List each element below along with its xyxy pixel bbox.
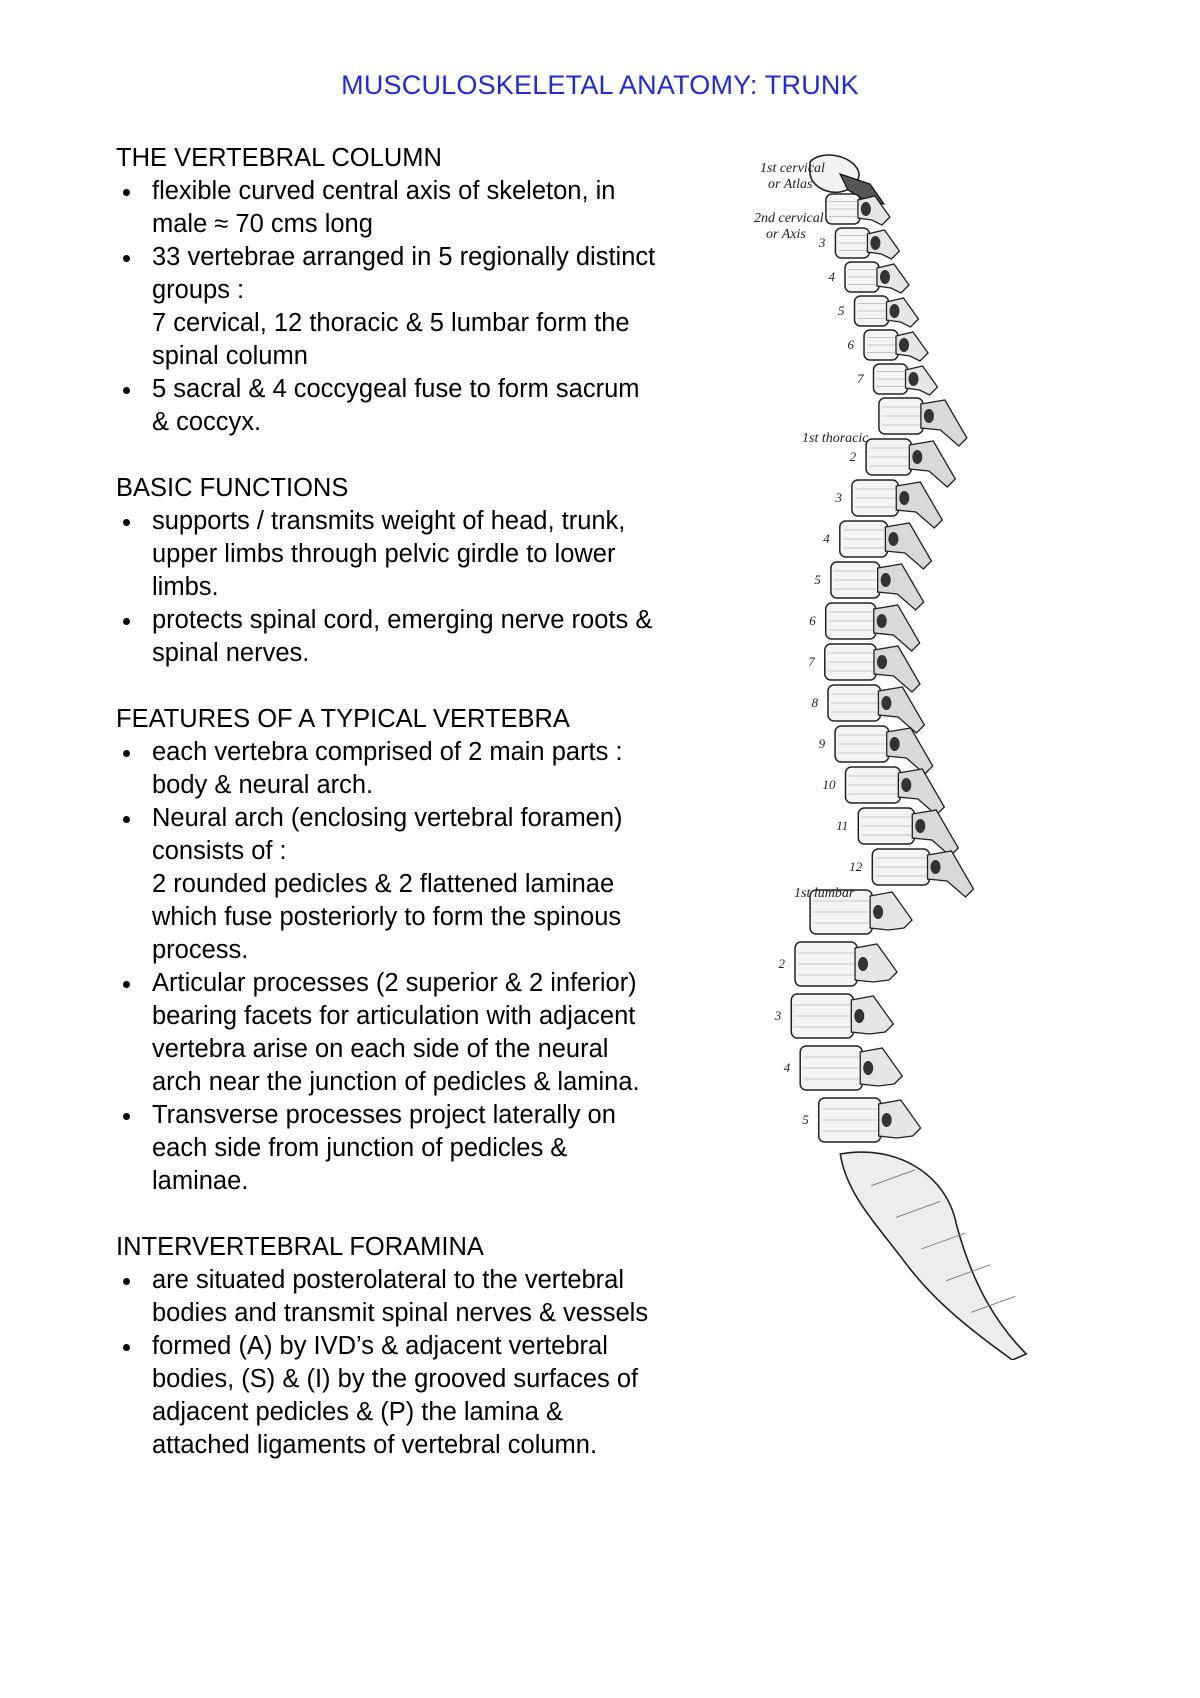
intervertebral-foramen [912,450,922,464]
bullet-line: arch near the junction of pedicles & lamina. [152,1068,640,1096]
bullet-item [116,1099,726,1198]
bullet-line: 7 cervical, 12 thoracic & 5 lumbar form the [152,309,630,337]
bullet-line: limbs. [152,573,219,601]
spinous-process [921,400,967,446]
intervertebral-foramen [882,1113,892,1127]
intervertebral-foramen [861,202,871,216]
vertebral-column-diagram [740,150,1180,1360]
bullet-line: spinal nerves. [152,639,310,667]
bullet-line: 5 sacral & 4 coccygeal fuse to form sacrum [152,375,640,403]
label-atlas-line2: or Atlas [768,177,813,192]
label-atlas-line1: 1st cervical [760,161,825,176]
vertebra-number-label: 6 [809,613,816,628]
intervertebral-foramen [870,236,880,250]
intervertebral-foramen [888,532,898,546]
bullet-list [116,736,726,1198]
bullet-line: upper limbs through pelvic girdle to lower [152,540,616,568]
vertebra-number-label: 11 [836,818,849,833]
vertebra-number-label: 12 [849,859,863,874]
bullet-list [116,505,726,670]
vertebra-number-label: 2 [849,449,857,464]
spinous-process [874,646,920,692]
vertebra-number-label: 4 [828,269,835,284]
intervertebral-foramen [877,655,887,669]
intervertebral-foramen [880,270,890,284]
bullet-item [116,1330,726,1462]
spinous-process [878,564,924,610]
spinous-process [909,441,955,487]
intervertebral-foramen [873,905,883,919]
bullet-line: are situated posterolateral to the vertebral [152,1266,625,1294]
label-1st-lumbar: 1st lumbar [794,886,855,901]
intervertebral-foramen [890,737,900,751]
text-column [116,142,726,1495]
vertebra-number-label: 10 [822,777,836,792]
section-3 [116,1231,726,1462]
spinous-process [885,523,931,569]
section-heading: THE VERTEBRAL COLUMN [116,144,442,172]
vertebra-number-label: 3 [774,1008,782,1023]
intervertebral-foramen [890,304,900,318]
intervertebral-foramen [901,778,911,792]
bullet-line: each vertebra comprised of 2 main parts : [152,738,623,766]
bullet-line: Neural arch (enclosing vertebral foramen) [152,804,623,832]
bullet-item [116,1264,726,1330]
label-1st-thoracic: 1st thoracic [802,431,869,446]
bullet-line: bodies, (S) & (I) by the grooved surfaces of [152,1365,639,1393]
intervertebral-foramen [881,573,891,587]
bullet-item [116,736,726,802]
bullet-line: which fuse posteriorly to form the spinous [152,903,622,931]
intervertebral-foramen [899,338,909,352]
intervertebral-foramen [881,696,891,710]
bullet-line: groups : [152,276,245,304]
bullet-line: formed (A) by IVD’s & adjacent vertebral [152,1332,608,1360]
bullet-line: laminae. [152,1167,249,1195]
vertebra-number-label: 5 [814,572,821,587]
bullet-item [116,967,726,1099]
bullet-line: 33 vertebrae arranged in 5 regionally distinct [152,243,656,271]
bullet-list [116,1264,726,1462]
bullet-line: supports / transmits weight of head, trunk, [152,507,626,535]
spinous-process [896,482,942,528]
bullet-line: Transverse processes project laterally on [152,1101,616,1129]
page-title: MUSCULOSKELETAL ANATOMY: TRUNK [341,70,859,100]
bullet-item [116,175,726,241]
section-2 [116,703,726,1198]
bullet-list [116,175,726,439]
section-1 [116,472,726,670]
bullet-item [116,373,726,439]
intervertebral-foramen [854,1009,864,1023]
section-0 [116,142,726,439]
bullet-line: adjacent pedicles & (P) the lamina & [152,1398,564,1426]
section-heading: FEATURES OF A TYPICAL VERTEBRA [116,705,570,733]
intervertebral-foramen [924,409,934,423]
spine-illustration [740,150,1180,1360]
vertebra-number-label: 3 [818,235,826,250]
vertebra-number-label: 4 [783,1060,791,1075]
bullet-line: process. [152,936,249,964]
bullet-line: male ≈ 70 cms long [152,210,373,238]
bullet-line: Articular processes (2 superior & 2 inferior) [152,969,637,997]
vertebra-number-label: 4 [823,531,830,546]
bullet-line: & coccyx. [152,408,262,436]
bullet-item [116,802,726,967]
bullet-line: bearing facets for articulation with adjacent [152,1002,636,1030]
vertebra-number-label: 5 [802,1112,809,1127]
bullet-line: body & neural arch. [152,771,374,799]
bullet-item [116,505,726,604]
sacrum [840,1152,1026,1360]
bullet-line: spinal column [152,342,308,370]
intervertebral-foramen [899,491,909,505]
label-axis-line1: 2nd cervical [754,211,824,226]
bullet-line: protects spinal cord, emerging nerve roots & [152,606,653,634]
bullet-line: attached ligaments of vertebral column. [152,1431,598,1459]
section-heading: INTERVERTEBRAL FORAMINA [116,1233,484,1261]
bullet-line: each side from junction of pedicles & [152,1134,568,1162]
intervertebral-foramen [877,614,887,628]
section-heading: BASIC FUNCTIONS [116,474,349,502]
bullet-line: flexible curved central axis of skeleton, in [152,177,616,205]
vertebra-number-label: 7 [857,371,864,386]
intervertebral-foramen [858,957,868,971]
vertebra-number-label: 7 [808,654,815,669]
label-axis-line2: or Axis [766,227,806,242]
bullet-item [116,241,726,373]
vertebra-number-label: 9 [818,736,826,751]
intervertebral-foramen [863,1061,873,1075]
intervertebral-foramen [931,860,941,874]
bullet-item [116,604,726,670]
vertebra-number-label: 5 [838,303,845,318]
bullet-line: vertebra arise on each side of the neural [152,1035,609,1063]
vertebra-number-label: 8 [811,695,818,710]
vertebra-number-label: 3 [835,490,842,505]
bullet-line: bodies and transmit spinal nerves & vessels [152,1299,649,1327]
bullet-line: 2 rounded pedicles & 2 flattened laminae [152,870,615,898]
spine-drawing [791,155,1026,1360]
vertebra-number-label: 6 [847,337,854,352]
spinous-process [928,851,974,897]
bullet-line: consists of : [152,837,287,865]
intervertebral-foramen [909,372,919,386]
spinous-process [874,605,920,651]
intervertebral-foramen [915,819,925,833]
vertebra-number-label: 2 [778,956,785,971]
